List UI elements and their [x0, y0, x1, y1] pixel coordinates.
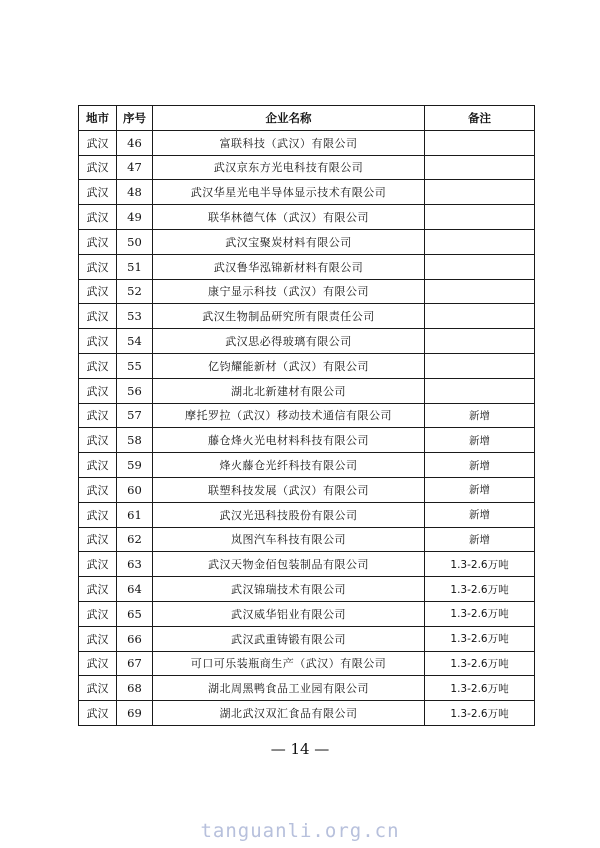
cell-city: 武汉 [79, 502, 117, 527]
cell-city: 武汉 [79, 453, 117, 478]
cell-index: 64 [117, 577, 153, 602]
cell-index: 56 [117, 378, 153, 403]
table-row [79, 577, 535, 602]
cell-remark [425, 254, 535, 279]
cell-city: 武汉 [79, 353, 117, 378]
cell-remark [425, 304, 535, 329]
table-row [79, 279, 535, 304]
table-row [79, 403, 535, 428]
cell-company: 藤仓烽火光电材料科技有限公司 [153, 428, 425, 453]
cell-index: 53 [117, 304, 153, 329]
cell-index: 62 [117, 527, 153, 552]
cell-index: 46 [117, 130, 153, 155]
cell-index: 55 [117, 353, 153, 378]
cell-company: 湖北周黑鸭食品工业园有限公司 [153, 676, 425, 701]
cell-index: 60 [117, 477, 153, 502]
cell-city: 武汉 [79, 428, 117, 453]
cell-company: 联华林德气体（武汉）有限公司 [153, 205, 425, 230]
cell-city: 武汉 [79, 477, 117, 502]
cell-remark [425, 130, 535, 155]
cell-company: 摩托罗拉（武汉）移动技术通信有限公司 [153, 403, 425, 428]
cell-remark: 1.3-2.6万吨 [425, 577, 535, 602]
cell-index: 51 [117, 254, 153, 279]
table-header-row [79, 106, 535, 131]
cell-city: 武汉 [79, 378, 117, 403]
table-body [79, 130, 535, 725]
cell-company: 武汉生物制品研究所有限责任公司 [153, 304, 425, 329]
cell-company: 湖北武汉双汇食品有限公司 [153, 701, 425, 726]
cell-city: 武汉 [79, 701, 117, 726]
table-row [79, 304, 535, 329]
cell-remark [425, 180, 535, 205]
cell-remark: 新增 [425, 502, 535, 527]
cell-city: 武汉 [79, 552, 117, 577]
table-row [79, 676, 535, 701]
cell-remark: 1.3-2.6万吨 [425, 651, 535, 676]
cell-city: 武汉 [79, 626, 117, 651]
cell-company: 烽火藤仓光纤科技有限公司 [153, 453, 425, 478]
cell-index: 48 [117, 180, 153, 205]
cell-company: 武汉威华铝业有限公司 [153, 601, 425, 626]
cell-company: 武汉宝聚炭材料有限公司 [153, 229, 425, 254]
cell-city: 武汉 [79, 304, 117, 329]
table-row [79, 329, 535, 354]
cell-index: 52 [117, 279, 153, 304]
cell-city: 武汉 [79, 403, 117, 428]
table-row [79, 353, 535, 378]
cell-city: 武汉 [79, 254, 117, 279]
table-row [79, 701, 535, 726]
cell-city: 武汉 [79, 155, 117, 180]
cell-index: 54 [117, 329, 153, 354]
cell-city: 武汉 [79, 329, 117, 354]
cell-remark [425, 205, 535, 230]
header-remark: 备注 [425, 106, 535, 131]
enterprise-table [78, 105, 535, 726]
cell-index: 47 [117, 155, 153, 180]
cell-remark [425, 353, 535, 378]
cell-remark: 新增 [425, 428, 535, 453]
cell-remark: 1.3-2.6万吨 [425, 601, 535, 626]
cell-remark: 新增 [425, 403, 535, 428]
cell-remark: 1.3-2.6万吨 [425, 701, 535, 726]
cell-city: 武汉 [79, 130, 117, 155]
cell-city: 武汉 [79, 676, 117, 701]
cell-remark: 新增 [425, 527, 535, 552]
cell-remark [425, 378, 535, 403]
cell-company: 可口可乐装瓶商生产（武汉）有限公司 [153, 651, 425, 676]
table-row [79, 205, 535, 230]
cell-company: 武汉天物金佰包装制品有限公司 [153, 552, 425, 577]
table-row [79, 428, 535, 453]
cell-remark: 1.3-2.6万吨 [425, 626, 535, 651]
header-city: 地市 [79, 106, 117, 131]
watermark-text: tanguanli.org.cn [200, 820, 400, 842]
cell-company: 武汉锦瑞技术有限公司 [153, 577, 425, 602]
cell-remark [425, 155, 535, 180]
cell-remark: 1.3-2.6万吨 [425, 676, 535, 701]
cell-city: 武汉 [79, 651, 117, 676]
cell-city: 武汉 [79, 180, 117, 205]
cell-company: 武汉鲁华泓锦新材料有限公司 [153, 254, 425, 279]
cell-city: 武汉 [79, 601, 117, 626]
header-index: 序号 [117, 106, 153, 131]
cell-index: 50 [117, 229, 153, 254]
table-row [79, 155, 535, 180]
table-row [79, 651, 535, 676]
cell-index: 65 [117, 601, 153, 626]
table-row [79, 254, 535, 279]
cell-index: 59 [117, 453, 153, 478]
cell-company: 武汉华星光电半导体显示技术有限公司 [153, 180, 425, 205]
cell-city: 武汉 [79, 279, 117, 304]
cell-company: 联塑科技发展（武汉）有限公司 [153, 477, 425, 502]
cell-company: 康宁显示科技（武汉）有限公司 [153, 279, 425, 304]
cell-city: 武汉 [79, 205, 117, 230]
table-row [79, 180, 535, 205]
table-row [79, 229, 535, 254]
cell-city: 武汉 [79, 527, 117, 552]
cell-city: 武汉 [79, 577, 117, 602]
cell-company: 武汉思必得玻璃有限公司 [153, 329, 425, 354]
table-row [79, 552, 535, 577]
cell-index: 66 [117, 626, 153, 651]
cell-company: 武汉光迅科技股份有限公司 [153, 502, 425, 527]
cell-index: 57 [117, 403, 153, 428]
cell-remark: 新增 [425, 453, 535, 478]
cell-remark: 1.3-2.6万吨 [425, 552, 535, 577]
cell-company: 亿钧耀能新材（武汉）有限公司 [153, 353, 425, 378]
table-row [79, 502, 535, 527]
table-row [79, 453, 535, 478]
cell-remark: 新增 [425, 477, 535, 502]
cell-index: 67 [117, 651, 153, 676]
cell-company: 湖北北新建材有限公司 [153, 378, 425, 403]
cell-remark [425, 329, 535, 354]
cell-index: 69 [117, 701, 153, 726]
cell-index: 61 [117, 502, 153, 527]
cell-company: 武汉京东方光电科技有限公司 [153, 155, 425, 180]
table-row [79, 626, 535, 651]
cell-index: 49 [117, 205, 153, 230]
cell-index: 63 [117, 552, 153, 577]
table-row [79, 527, 535, 552]
cell-city: 武汉 [79, 229, 117, 254]
cell-remark [425, 229, 535, 254]
cell-index: 68 [117, 676, 153, 701]
page-number: — 14 — [270, 740, 330, 758]
table-row [79, 130, 535, 155]
cell-remark [425, 279, 535, 304]
table-row [79, 378, 535, 403]
cell-company: 富联科技（武汉）有限公司 [153, 130, 425, 155]
table-row [79, 477, 535, 502]
table-row [79, 601, 535, 626]
cell-company: 岚图汽车科技有限公司 [153, 527, 425, 552]
header-company: 企业名称 [153, 106, 425, 131]
cell-company: 武汉武重铸锻有限公司 [153, 626, 425, 651]
cell-index: 58 [117, 428, 153, 453]
